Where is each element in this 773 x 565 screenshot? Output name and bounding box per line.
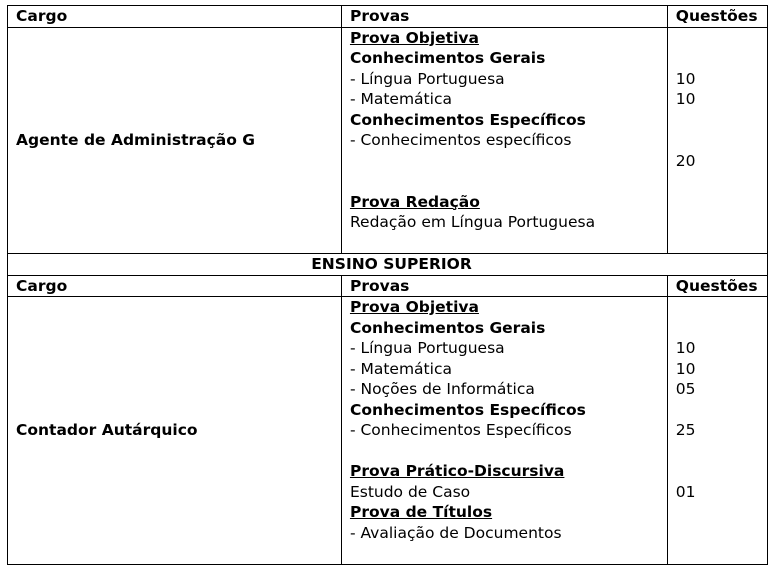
prova-title: Prova Prático-Discursiva <box>349 462 565 480</box>
question-count <box>676 110 767 131</box>
question-count <box>676 543 767 564</box>
question-count <box>676 171 767 192</box>
cargo-name: Contador Autárquico <box>16 421 198 439</box>
header-provas: Provas <box>341 6 667 28</box>
question-count <box>676 48 767 69</box>
subject-item: - Matemática <box>349 90 452 108</box>
provas-cell <box>341 297 667 565</box>
header-provas: Provas <box>341 275 667 297</box>
section-row <box>8 254 768 276</box>
question-count <box>676 523 767 544</box>
question-count <box>676 400 767 421</box>
question-count: 10 <box>675 339 696 357</box>
subject-item: - Matemática <box>349 359 452 378</box>
subject-item: Estudo de Caso <box>349 482 471 501</box>
spacer-line <box>350 441 667 462</box>
subject-item: - Língua Portuguesa <box>349 339 505 357</box>
section-heading: Conhecimentos Gerais <box>349 49 546 67</box>
subject-item: - Língua Portuguesa <box>349 69 505 88</box>
question-count <box>676 233 767 254</box>
exam-table-document <box>7 5 768 565</box>
header-cargo: Cargo <box>8 6 342 28</box>
question-count <box>676 318 767 339</box>
question-count <box>676 441 767 462</box>
section-heading: Conhecimentos Gerais <box>349 318 546 337</box>
question-count <box>676 297 767 318</box>
prova-title: Prova Objetiva <box>349 298 479 316</box>
subject-item: Redação em Língua Portuguesa <box>349 213 596 231</box>
table-header-row <box>8 275 768 297</box>
question-count <box>676 502 767 523</box>
cargo-cell <box>8 297 342 565</box>
header-cargo: Cargo <box>8 275 342 297</box>
header-questoes: Questões <box>667 6 767 28</box>
subject-item: - Noções de Informática <box>349 380 535 398</box>
spacer-line <box>350 543 667 564</box>
spacer-line <box>350 233 667 254</box>
section-heading: Conhecimentos Específicos <box>349 400 586 419</box>
prova-title: Prova Objetiva <box>349 28 479 47</box>
questoes-cell <box>667 27 767 254</box>
question-count <box>676 461 767 482</box>
question-count: 10 <box>675 69 696 88</box>
question-count <box>676 192 767 213</box>
exam-table <box>7 5 768 565</box>
spacer-line <box>350 151 667 172</box>
subject-item: - Conhecimentos específicos <box>349 131 572 149</box>
question-count: 05 <box>675 380 696 398</box>
question-count: 01 <box>675 482 696 501</box>
question-count <box>676 130 767 151</box>
provas-cell <box>341 27 667 254</box>
questoes-cell <box>667 297 767 565</box>
subject-item: - Conhecimentos Específicos <box>349 421 572 439</box>
table-header-row <box>8 6 768 28</box>
spacer-line <box>350 171 667 192</box>
prova-title: Prova de Títulos <box>349 503 493 521</box>
question-count: 20 <box>675 151 696 170</box>
question-count: 25 <box>675 421 696 439</box>
table-row <box>8 27 768 254</box>
subject-item: - Avaliação de Documentos <box>349 523 562 542</box>
question-count <box>676 212 767 233</box>
section-heading: Conhecimentos Específicos <box>349 110 586 129</box>
question-count: 10 <box>675 359 696 378</box>
table-row <box>8 297 768 565</box>
header-questoes: Questões <box>667 275 767 297</box>
prova-title: Prova Redação <box>349 192 480 211</box>
question-count <box>676 28 767 49</box>
cargo-cell <box>8 27 342 254</box>
section-title: ENSINO SUPERIOR <box>8 254 768 276</box>
cargo-name: Agente de Administração G <box>16 131 256 149</box>
question-count: 10 <box>675 90 696 108</box>
